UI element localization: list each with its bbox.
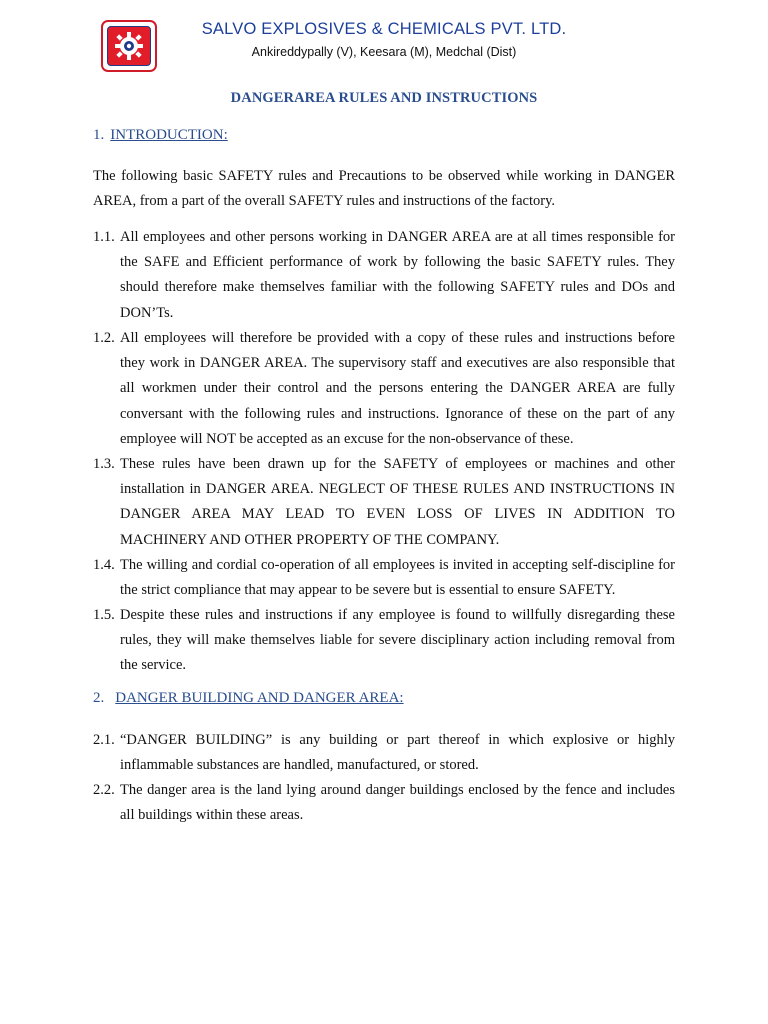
rule-number: 1.2. — [93, 330, 115, 346]
rule-item — [93, 326, 675, 452]
intro-paragraph: The following basic SAFETY rules and Precautions to be observed while working in DANGER AREA, from a part of the overall SAFETY rules and instructions of the factory. — [93, 168, 675, 210]
section-title: DANGER BUILDING AND DANGER AREA: — [115, 690, 404, 706]
rule-item — [93, 728, 675, 778]
rule-number: 1.4. — [93, 557, 115, 573]
section-number: 1. — [93, 127, 105, 143]
rule-item — [93, 553, 675, 603]
rule-number: 1.1. — [93, 229, 115, 245]
rule-text: The danger area is the land lying around danger buildings enclosed by the fence and includes all buildings within these areas. — [120, 782, 675, 824]
rule-item — [93, 603, 675, 679]
rule-text: “DANGER BUILDING” is any building or part thereof in which explosive or highly inflammable substances are handled, manufactured, or stored. — [120, 732, 675, 774]
rule-item — [93, 452, 675, 553]
rule-text: These rules have been drawn up for the SAFETY of employees or machines and other installation in DANGER AREA. NEGLECT OF THESE RULES AND INSTRUCTIONS IN DANGER AREA MAY LEAD TO EVEN LOSS OF LIVES IN ADDITION TO MACHINERY AND OTHER PROPERTY OF THE COMPANY. — [120, 456, 675, 548]
rule-number: 1.5. — [93, 607, 115, 623]
section-heading-danger-building — [93, 690, 404, 707]
rule-text: The willing and cordial co-operation of all employees is invited in accepting self-discipline for the strict compliance that may appear to be severe but is essential to ensure SAFETY. — [120, 557, 675, 599]
company-address: Ankireddypally (V), Keesara (M), Medchal (Dist) — [251, 45, 517, 59]
rule-text: Despite these rules and instructions if any employee is found to willfully disregarding these rules, they will make themselves liable for severe disciplinary action including removal from the service. — [120, 607, 675, 674]
rule-text: All employees will therefore be provided with a copy of these rules and instructions before they work in DANGER AREA. The supervisory staff and executives are also responsible that all workmen under their control and the persons entering the DANGER AREA are fully conversant with the following rules and instructions. Ignorance of these on the part of any employee will NOT be accepted as an excuse for the non-observance of these. — [120, 330, 675, 447]
document-title: DANGERAREA RULES AND INSTRUCTIONS — [230, 90, 538, 106]
rule-number: 2.1. — [93, 732, 115, 748]
rule-number: 1.3. — [93, 456, 115, 472]
section-number: 2. — [93, 690, 105, 706]
company-name: SALVO EXPLOSIVES & CHEMICALS PVT. LTD. — [201, 20, 567, 38]
section-title: INTRODUCTION: — [110, 127, 228, 143]
rule-text: All employees and other persons working in DANGER AREA are at all times responsible for the SAFE and Efficient performance of work by following the basic SAFETY rules. They should therefore make themselves familiar with the following SAFETY rules and DOs and DON’Ts. — [120, 229, 675, 321]
rule-number: 2.2. — [93, 782, 115, 798]
section-heading-introduction — [93, 127, 228, 144]
rule-item — [93, 225, 675, 326]
rule-item — [93, 778, 675, 828]
